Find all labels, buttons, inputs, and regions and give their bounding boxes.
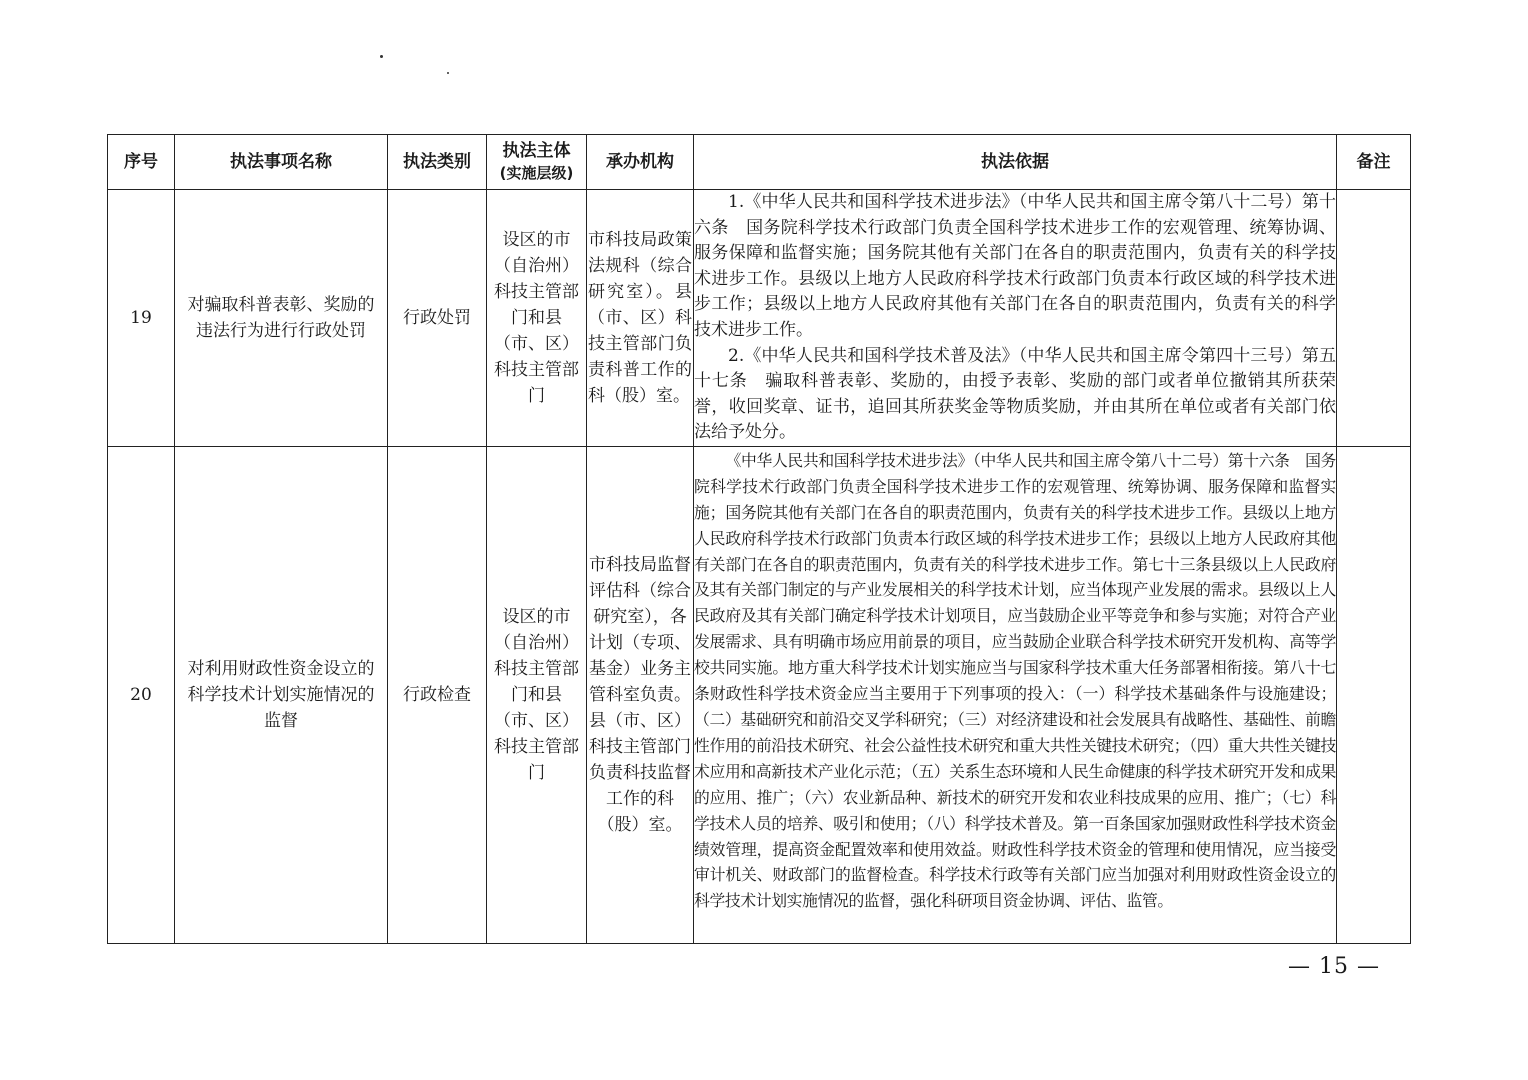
row-seq: 19 <box>108 190 175 447</box>
row-category: 行政处罚 <box>388 190 487 447</box>
basis-paragraph: 1.《中华人民共和国科学技术进步法》（中华人民共和国主席令第八十二号）第十六条 国务院科学技术行政部门负责全国科学技术进步工作的宏观管理、统筹协调、服务保障和监督实施；国务院其他有关部门在各自的职责范围内，负责有关的科学技术进步工作。县级以上地方人民政府科学技术行政部门负责本行政区域的科学技术进步工作；县级以上地方人民政府其他有关部门在各自的职责范围内，负责有关的科学技术进步工作。 <box>694 192 1336 340</box>
header-subject <box>487 135 587 190</box>
row-subject: 设区的市（自治州）科技主管部门和县（市、区）科技主管部门 <box>487 446 587 943</box>
header-item-name: 执法事项名称 <box>175 135 388 190</box>
row-item-name: 对骗取科普表彰、奖励的违法行为进行行政处罚 <box>175 190 388 447</box>
header-seq: 序号 <box>108 135 175 190</box>
row-remarks <box>1337 446 1411 943</box>
page-number: — 15 — <box>1288 954 1380 979</box>
scan-speck <box>447 72 449 74</box>
table-row <box>108 446 1411 943</box>
table-row <box>108 190 1411 447</box>
header-category: 执法类别 <box>388 135 487 190</box>
header-basis: 执法依据 <box>694 135 1337 190</box>
row-subject: 设区的市（自治州）科技主管部门和县（市、区）科技主管部门 <box>487 190 587 447</box>
scan-speck <box>380 55 383 58</box>
row-item-name: 对利用财政性资金设立的科学技术计划实施情况的监督 <box>175 446 388 943</box>
basis-paragraph: 《中华人民共和国科学技术进步法》（中华人民共和国主席令第八十二号）第十六条 国务院科学技术行政部门负责全国科学技术进步工作的宏观管理、统筹协调、服务保障和监督实施；国务院其他有关部门在各自的职责范围内，负责有关的科学技术进步工作。县级以上地方人民政府科学技术行政部门负责本行政区域的科学技术进步工作；县级以上地方人民政府其他有关部门在各自的职责范围内，负责有关的科学技术进步工作。第七十三条县级以上人民政府及其有关部门制定的与产业发展相关的科学技术计划，应当体现产业发展的需求。县级以上人民政府及其有关部门确定科学技术计划项目，应当鼓励企业平等竞争和参与实施；对符合产业发展需求、具有明确市场应用前景的项目，应当鼓励企业联合科学技术研究开发机构、高等学校共同实施。地方重大科学技术计划实施应当与国家科学技术重大任务部署相衔接。第八十七条财政性科学技术资金应当主要用于下列事项的投入：（一）科学技术基础条件与设施建设；（二）基础研究和前沿交叉学科研究；（三）对经济建设和社会发展具有战略性、基础性、前瞻性作用的前沿技术研究、社会公益性技术研究和重大共性关键技术研究；（四）重大共性关键技术应用和高新技术产业化示范；（五）关系生态环境和人民生命健康的科学技术研究开发和成果的应用、推广；（六）农业新品种、新技术的研究开发和农业科技成果的应用、推广；（七）科学技术人员的培养、吸引和使用；（八）科学技术普及。第一百条国家加强财政性科学技术资金绩效管理，提高资金配置效率和使用效益。财政性科学技术资金的管理和使用情况，应当接受审计机关、财政部门的监督检查。科学技术行政等有关部门应当加强对利用财政性资金设立的科学技术计划实施情况的监督，强化科研项目资金协调、评估、监管。 <box>694 450 1336 911</box>
header-subject-line2: (实施层级) <box>499 164 574 182</box>
row-seq: 20 <box>108 446 175 943</box>
header-remarks: 备注 <box>1337 135 1411 190</box>
header-agency: 承办机构 <box>587 135 694 190</box>
row-basis <box>694 190 1337 447</box>
header-subject-line1: 执法主体 <box>502 141 571 161</box>
row-remarks <box>1337 190 1411 447</box>
basis-paragraph: 2.《中华人民共和国科学技术普及法》（中华人民共和国主席令第四十三号）第五十七条 骗取科普表彰、奖励的，由授予表彰、奖励的部门或者单位撤销其所获荣誉，收回奖章、证书，追回其所获奖金等物质奖励，并由其所在单位或者有关部门依法给予处分。 <box>694 345 1336 443</box>
table-header-row <box>108 135 1411 190</box>
row-agency: 市科技局监督评估科（综合研究室），各计划（专项、基金）业务主管科室负责。县（市、区）科技主管部门负责科技监督工作的科（股）室。 <box>587 446 694 943</box>
enforcement-items-table <box>107 134 1411 944</box>
row-category: 行政检查 <box>388 446 487 943</box>
row-basis <box>694 446 1337 943</box>
row-agency: 市科技局政策法规科（综合研究室）。县（市、区）科技主管部门负责科普工作的科（股）室。 <box>587 190 694 447</box>
